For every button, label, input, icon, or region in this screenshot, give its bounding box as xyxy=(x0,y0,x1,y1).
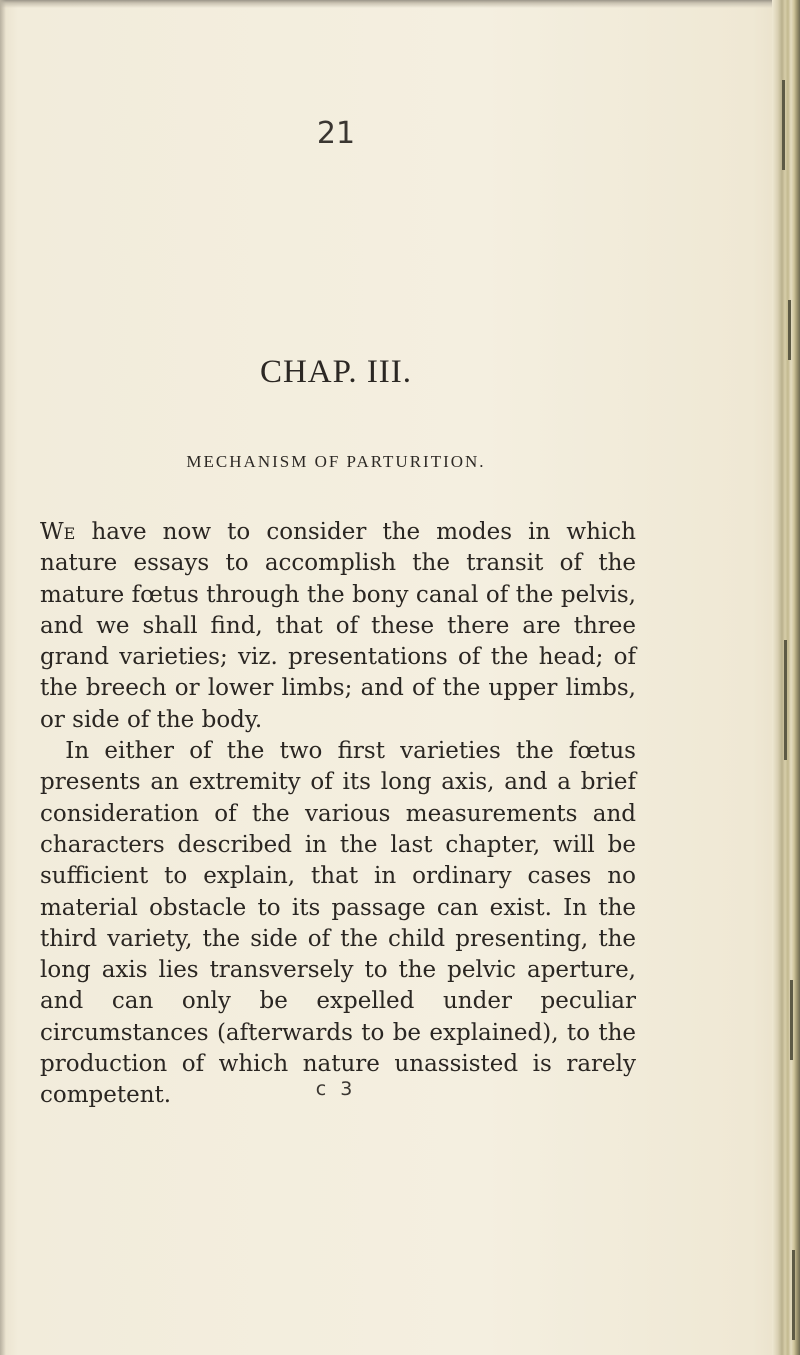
signature-mark: c 3 xyxy=(315,1078,357,1100)
binding-mark xyxy=(788,300,791,360)
paragraph-1 xyxy=(40,517,636,736)
chapter-heading: CHAP. III. xyxy=(259,354,413,390)
binding-mark xyxy=(790,980,793,1060)
paragraph-text: have now to consider the modes in which nature essays to accomplish the transit of the mature fœtus through the bony canal of the pelvis, and we shall find, that of these there are three grand varieties; viz. presentations of the head; of the breech or lower limbs; and of the upper limbs, or side of the body. xyxy=(40,519,636,733)
page-top-shadow xyxy=(0,0,800,8)
body-text xyxy=(40,517,636,1112)
chapter-title: MECHANISM OF PARTURITION. xyxy=(186,452,486,471)
book-binding-edge xyxy=(772,0,800,1355)
paragraph-first-word: We xyxy=(40,519,76,545)
page-left-edge xyxy=(0,0,6,1355)
binding-mark xyxy=(784,640,787,760)
binding-mark xyxy=(792,1250,795,1340)
paragraph-2: In either of the two first varieties the fœtus presents an extremity of its long axis, and a brief consideration of the various measurements and characters described in the last chapter, will be sufficient to explain, that in ordinary cases no material obstacle to its passage can exist. In the third variety, the side of the child presenting, the long axis lies transversely to the pelvic aperture, and can only be expelled under peculiar circumstances (afterwards to be explained), to the production of which nature unassisted is rarely competent. xyxy=(40,738,636,1109)
binding-mark xyxy=(782,80,785,170)
page-number: 21 xyxy=(316,116,356,151)
